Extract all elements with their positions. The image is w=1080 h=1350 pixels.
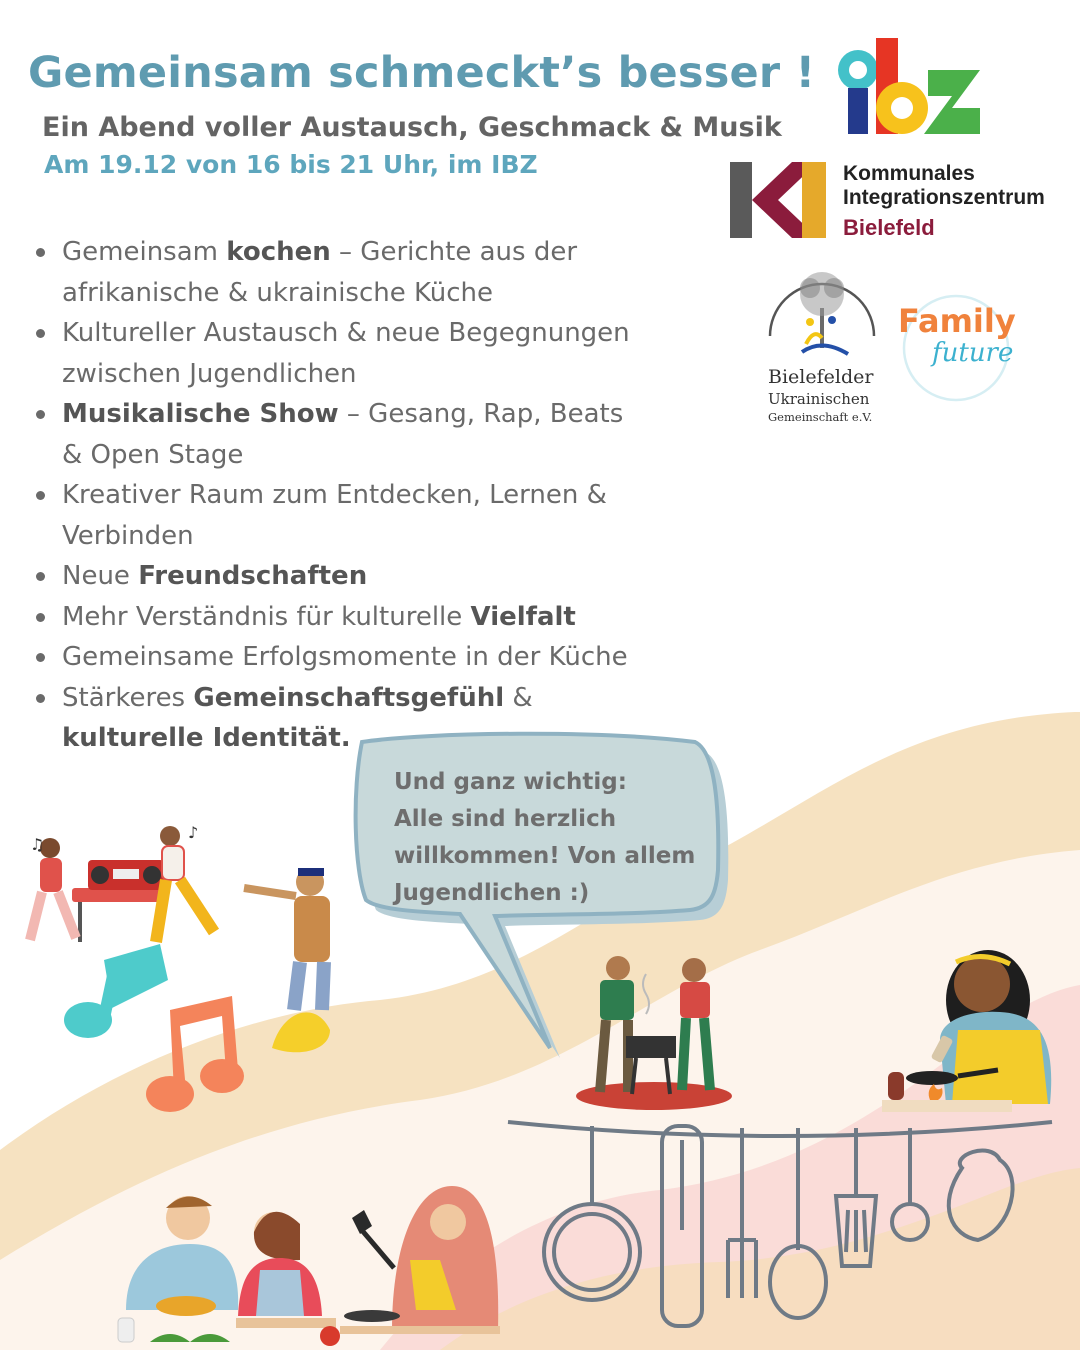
kitchen-utensils-illustration [508, 1122, 1052, 1326]
svg-text:♪: ♪ [188, 823, 199, 842]
page-subtitle: Ein Abend voller Austausch, Geschmack & Musik [42, 112, 782, 143]
barbecue-couple-illustration [576, 956, 732, 1110]
family-future-word1: Family [898, 302, 1016, 340]
rapper-illustration [244, 868, 330, 1052]
cooking-group-illustration [118, 1186, 500, 1346]
page-title: Gemeinsam schmeckt’s besser ! [28, 48, 816, 98]
list-item: Mehr Verständnis für kulturelle Vielfalt [30, 597, 630, 638]
list-item: Gemeinsame Erfolgsmomente in der Küche [30, 637, 630, 678]
list-item: Kultureller Austausch & neue Begegnungen zwischen Jugendlichen [30, 313, 630, 394]
family-future-word2: future [932, 338, 1014, 368]
ukrainian-logo-line1: Bielefelder [768, 366, 874, 388]
list-item: Stärkeres Gemeinschaftsgefühl & kulturelle Identität. [30, 678, 630, 759]
ukrainian-logo-line2: Ukrainischen [768, 390, 870, 408]
ukrainian-logo-line3: Gemeinschaft e.V. [768, 410, 873, 424]
music-notes-illustration [64, 944, 244, 1112]
svg-text:♫: ♫ [30, 835, 45, 854]
ki-logo-city: Bielefeld [843, 215, 935, 240]
dancing-people-illustration [30, 823, 214, 942]
list-item: Musikalische Show – Gesang, Rap, Beats & Open Stage [30, 394, 630, 475]
ki-logo-text: Kommunales Integrationszentrum [843, 162, 1045, 209]
list-item: Neue Freundschaften [30, 556, 630, 597]
list-item: Gemeinsam kochen – Gerichte aus der afrikanische & ukrainische Küche [30, 232, 630, 313]
event-date: Am 19.12 von 16 bis 21 Uhr, im IBZ [44, 150, 538, 179]
cooking-woman-illustration [882, 950, 1051, 1112]
speech-bubble-text: Und ganz wichtig: Alle sind herzlich willkommen! Von allem Jugendlichen :) [394, 769, 696, 906]
list-item: Kreativer Raum zum Entdecken, Lernen & Verbinden [30, 475, 630, 556]
